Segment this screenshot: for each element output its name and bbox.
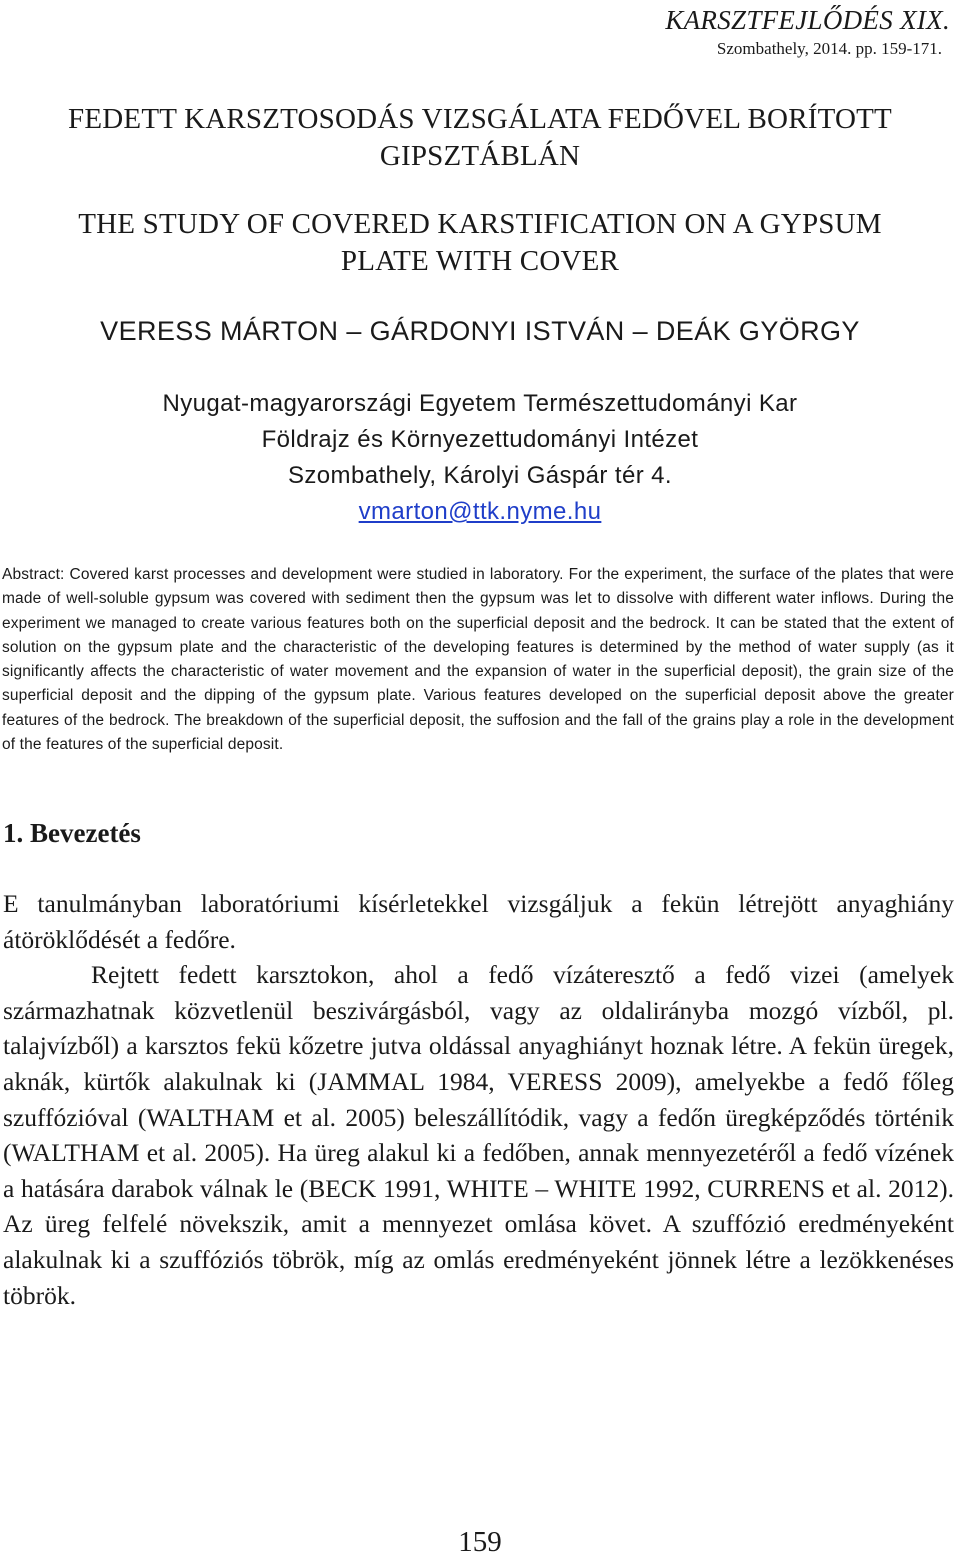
affiliation-institute: Földrajz és Környezettudományi Intézet (261, 426, 699, 453)
page-number: 159 (458, 1526, 502, 1558)
title-english-line-2: PLATE WITH COVER (340, 245, 620, 277)
journal-header (665, 2, 950, 60)
body-paragraph-2: Rejtett fedett karsztokon, ahol a fedő vízáteresztő a fedő vizei (amelyek származhatnak közvetlenül beszivárgásból, vagy az oldalirányba mozgó vízből, pl. talajvízből) a karsztos fekü kőzetre jutva oldással anyaghiányt hoznak létre. A fekün üregek, aknák, kürtők alakulnak ki (JAMMAL 1984, VERESS 2009), amelyekbe a fedő főleg szuffózióval (WALTHAM et al. 2005) beleszállítódik, vagy a fedőn üregképződés történik (WALTHAM et al. 2005). Ha üreg alakul ki a fedőben, annak mennyezetéről a fedő vízének a hatására darabok válnak le (BECK 1991, WHITE – WHITE 1992, CURRENS et al. 2012). Az üreg felfelé növekszik, amit a mennyezet omlása követ. A szuffózió eredményeként alakulnak ki a szuffóziós töbrök, míg az omlás eredményeként jönnek létre a lezökkenéses töbrök. (3, 960, 954, 1310)
abstract-text: Abstract: Covered karst processes and development were studied in laboratory. For the experiment, the surface of the plates that were made of well-soluble gypsum was covered with sediment then the gypsum was let to dissolve with different water inflows. During the experiment we managed to create various features both on the superficial deposit and the bedrock. It can be stated that the extent of solution on the gypsum plate and the characteristic of the developing features is determined by the method of water supply (as it significantly affects the characteristic of water movement and the expansion of water in the superficial deposit), the grain size of the superficial deposit and the dipping of the gypsum plate. Various features developed on the superficial deposit above the greater features of the bedrock. The breakdown of the superficial deposit, the suffosion and the fall of the grains play a role in the development of the features of the superficial deposit. (2, 566, 954, 754)
affiliation-university: Nyugat-magyarországi Egyetem Természettudományi Kar (162, 390, 798, 417)
author-list: VERESS MÁRTON – GÁRDONYI ISTVÁN – DEÁK GYÖRGY (100, 316, 860, 346)
body-paragraph-1: E tanulmányban laboratóriumi kísérletekkel vizsgáljuk a fekün létrejött anyaghiány átöröklődését a fedőre. (3, 889, 954, 954)
affiliation-address: Szombathely, Károlyi Gáspár tér 4. (288, 462, 672, 489)
title-english (0, 206, 960, 280)
journal-citation: Szombathely, 2014. pp. 159-171. (716, 39, 942, 58)
title-hungarian-line-2: GIPSZTÁBLÁN (379, 140, 581, 172)
journal-title: KARSZTFEJLŐDÉS XIX. (665, 5, 950, 35)
affiliation (0, 386, 960, 530)
title-hungarian-line-1: FEDETT KARSZTOSODÁS VIZSGÁLATA FEDŐVEL BORÍTOTT (68, 103, 892, 135)
title-hungarian (0, 101, 960, 175)
author-email-link[interactable]: vmarton@ttk.nyme.hu (358, 498, 602, 525)
section-heading: 1. Bevezetés (3, 818, 141, 848)
section-body (3, 886, 954, 1313)
title-english-line-1: THE STUDY OF COVERED KARSTIFICATION ON A GYPSUM (78, 208, 882, 240)
